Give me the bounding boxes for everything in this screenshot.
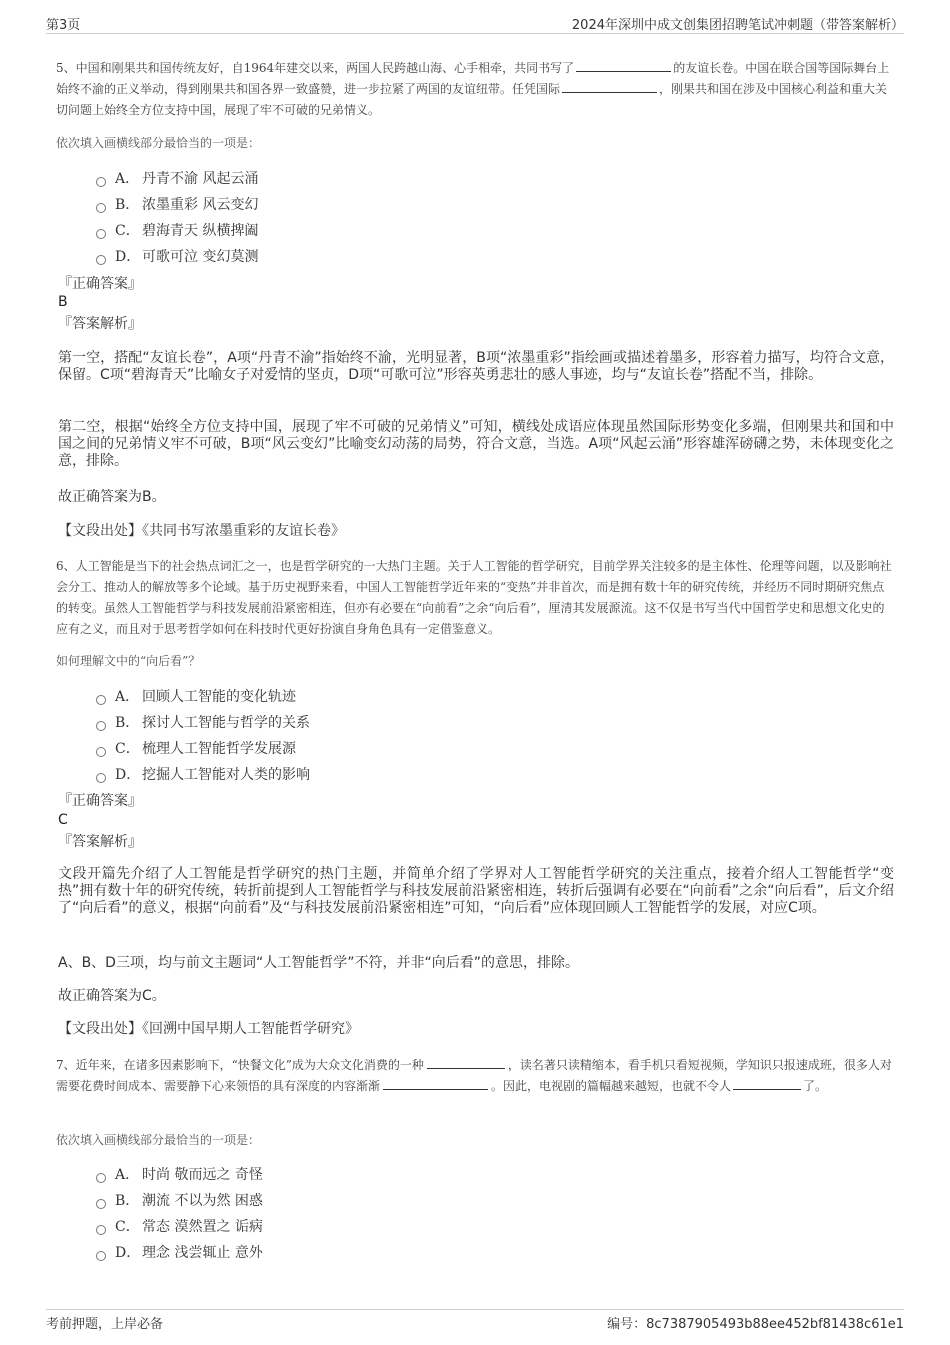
analysis-conclusion: 故正确答案为C。 <box>58 988 166 1004</box>
document-code: 编号：8c7387905493b88ee452bf81438c61e1 <box>607 1317 904 1332</box>
analysis-paragraph: 文段开篇先介绍了人工智能是哲学研究的热门主题，并简单介绍了学界对人工智能哲学研究的关注重点，接着介绍人工智能哲学“变热”拥有数十年的研究传统，转折前提到人工智能哲学与科技发展前沿紧密相连，转折后强调有必要在“向前看”之余“向后看”，后文介绍了“向后看”的意义，根据“向前看”及“与科技发展前沿紧密相连”可知，“向后看”应体现回顾人工智能哲学的发展，对应C项。 <box>58 866 894 916</box>
fill-blank <box>427 1056 505 1069</box>
radio-icon[interactable] <box>96 1225 106 1235</box>
radio-icon[interactable] <box>96 203 106 213</box>
option-c[interactable]: C． 梳理人工智能哲学发展源 <box>96 736 310 762</box>
radio-icon[interactable] <box>96 255 106 265</box>
analysis-paragraph: 第一空，搭配“友谊长卷”，A项“丹青不渝”指始终不渝，光明显著，B项“浓墨重彩”指绘画或描述着墨多，形容着力描写，均符合文意，保留。C项“碧海青天”比喻女子对爱情的坚贞，D项“可歌可泣”形容英勇悲壮的感人事迹，均与“友谊长卷”搭配不当，排除。 <box>58 350 894 383</box>
correct-answer-label: 『正确答案』 <box>58 276 142 292</box>
question-6-prompt: 如何理解文中的“向后看”？ <box>56 654 201 668</box>
source-citation: 【文段出处】《回溯中国早期人工智能哲学研究》 <box>58 1021 359 1037</box>
question-7-options <box>96 1162 263 1266</box>
option-b[interactable]: B． 探讨人工智能与哲学的关系 <box>96 710 310 736</box>
question-5-stem: 5、中国和刚果共和国传统友好，自1964年建交以来，两国人民跨越山海、心手相牵，共同书写了 的友谊长卷。中国在联合国等国际舞台上始终不渝的正义举动，得到刚果共和国各界一致盛赞，进一步拉紧了两国的友谊纽带。任凭国际 ，刚果共和国在涉及中国核心利益和重大关切问题上始终全方位支持中国，展现了牢不可破的兄弟情义。 <box>56 61 890 117</box>
question-6-options <box>96 684 310 788</box>
radio-icon[interactable] <box>96 177 106 187</box>
analysis-label: 『答案解析』 <box>58 834 142 850</box>
option-d[interactable]: D． 可歌可泣 变幻莫测 <box>96 244 258 270</box>
option-b[interactable]: B． 潮流 不以为然 困惑 <box>96 1188 263 1214</box>
question-5-prompt: 依次填入画横线部分最恰当的一项是： <box>56 136 261 150</box>
analysis-paragraph: A、B、D三项，均与前文主题词“人工智能哲学”不符，并非“向后看”的意思，排除。 <box>58 955 579 971</box>
question-6-stem: 6、人工智能是当下的社会热点词汇之一，也是哲学研究的一大热门主题。关于人工智能的哲学研究，目前学界关注较多的是主体性、伦理等问题，以及影响社会分工、推动人的解放等多个论域。基于历史视野来看，中国人工智能哲学近年来的“变热”并非首次，而是拥有数十年的研究传统，并经历不同时期研究焦点的转变。虽然人工智能哲学与科技发展前沿紧密相连，但亦有必要在“向前看”之余“向后看”，厘清其发展源流。这不仅是书写当代中国哲学史和思想文化史的应有之义，而且对于思考哲学如何在科技时代更好扮演自身角色具有一定借鉴意义。 <box>56 559 892 636</box>
document-title: 2024年深圳中成文创集团招聘笔试冲刺题（带答案解析） <box>571 18 904 33</box>
radio-icon[interactable] <box>96 1173 106 1183</box>
fill-blank <box>733 1077 801 1090</box>
option-c[interactable]: C． 碧海青天 纵横捭阖 <box>96 218 258 244</box>
question-7-prompt: 依次填入画横线部分最恰当的一项是： <box>56 1133 261 1147</box>
option-d[interactable]: D． 挖掘人工智能对人类的影响 <box>96 762 310 788</box>
fill-blank <box>576 59 671 72</box>
question-5-options <box>96 166 258 270</box>
source-citation: 【文段出处】《共同书写浓墨重彩的友谊长卷》 <box>58 523 345 539</box>
header-divider <box>46 33 904 34</box>
option-d[interactable]: D． 理念 浅尝辄止 意外 <box>96 1240 263 1266</box>
option-a[interactable]: A． 回顾人工智能的变化轨迹 <box>96 684 310 710</box>
analysis-label: 『答案解析』 <box>58 316 142 332</box>
question-7-stem: 7、近年来，在诸多因素影响下，“快餐文化”成为大众文化消费的一种 ，读名著只读精缩本，看手机只看短视频，学知识只报速成班，很多人对需要花费时间成本、需要静下心来领悟的具有深度的内容渐渐 。因此，电视剧的篇幅越来越短，也就不令人 了。 <box>56 1058 892 1093</box>
fill-blank <box>383 1077 488 1090</box>
fill-blank <box>562 80 657 93</box>
correct-answer-value: C <box>58 812 68 828</box>
radio-icon[interactable] <box>96 695 106 705</box>
option-b[interactable]: B． 浓墨重彩 风云变幻 <box>96 192 258 218</box>
radio-icon[interactable] <box>96 721 106 731</box>
radio-icon[interactable] <box>96 1251 106 1261</box>
footer-slogan: 考前押题，上岸必备 <box>46 1317 164 1332</box>
footer-divider <box>46 1309 904 1310</box>
page-number: 第3页 <box>46 18 81 33</box>
correct-answer-label: 『正确答案』 <box>58 793 142 809</box>
radio-icon[interactable] <box>96 1199 106 1209</box>
option-c[interactable]: C． 常态 漠然置之 诟病 <box>96 1214 263 1240</box>
analysis-conclusion: 故正确答案为B。 <box>58 489 166 505</box>
correct-answer-value: B <box>58 294 68 310</box>
option-a[interactable]: A． 时尚 敬而远之 奇怪 <box>96 1162 263 1188</box>
radio-icon[interactable] <box>96 773 106 783</box>
radio-icon[interactable] <box>96 747 106 757</box>
analysis-paragraph: 第二空，根据“始终全方位支持中国，展现了牢不可破的兄弟情义”可知，横线处成语应体现虽然国际形势变化多端，但刚果共和国和中国之间的兄弟情义牢不可破，B项“风云变幻”比喻变幻动荡的局势，符合文意，当选。A项“风起云涌”形容雄浑磅礴之势，未体现变化之意，排除。 <box>58 419 894 469</box>
option-a[interactable]: A． 丹青不渝 风起云涌 <box>96 166 258 192</box>
radio-icon[interactable] <box>96 229 106 239</box>
